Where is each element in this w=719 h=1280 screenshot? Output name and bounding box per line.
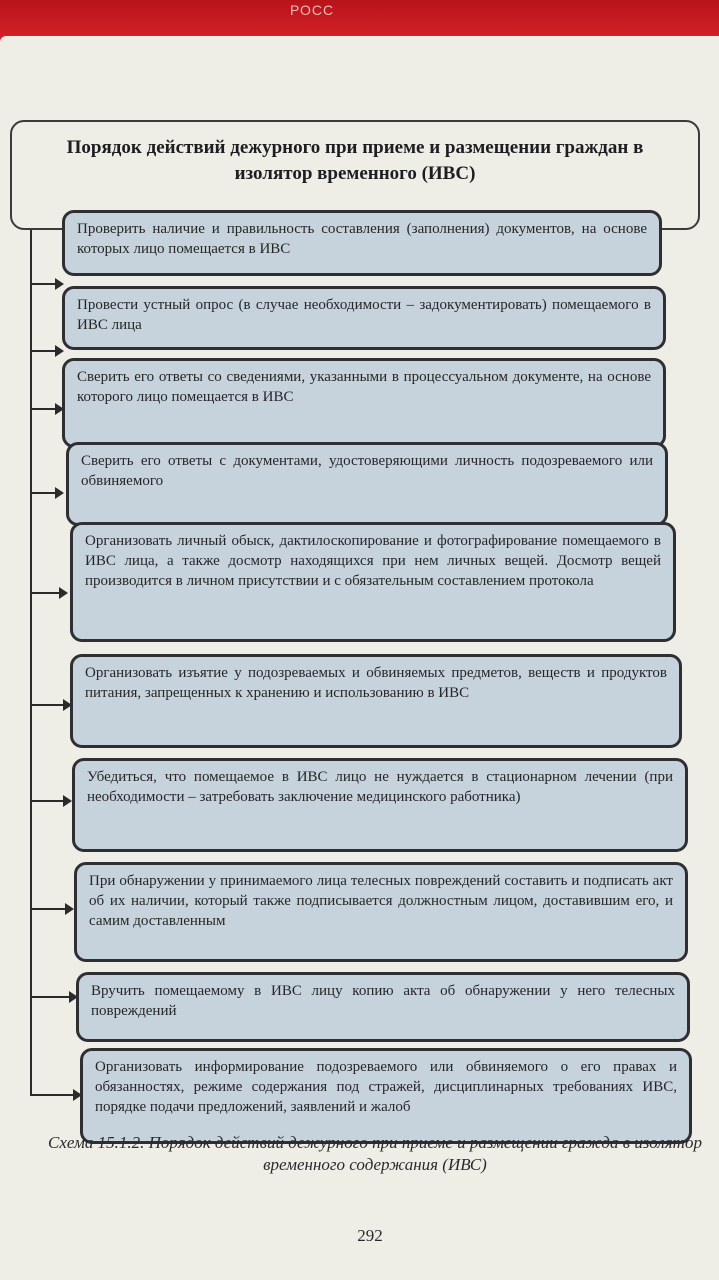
arrow-9 [30,996,76,998]
connector-trunk [30,230,32,1096]
arrow-1 [30,283,62,285]
figure-caption: Схема 15.1.2. Порядок действий дежурного при приеме и размещении гражда в изолятор временного содержания (ИВС) [48,1133,702,1174]
arrow-10 [30,1094,80,1096]
step-text-7: Убедиться, что помещаемое в ИВС лицо не нуждается в стационарном лечении (при необходимости – затребовать заключение медицинского работника) [87,769,673,805]
cover-text: РОСС [290,2,335,18]
step-box-10 [80,1048,692,1144]
step-text-9: Вручить помещаемому в ИВС лицу копию акта об обнаружении у него телесных повреждений [91,983,675,1019]
step-text-1: Проверить наличие и правильность составления (заполнения) документов, на основе которых лицо помещается в ИВС [77,221,647,257]
diagram-title: Порядок действий дежурного при приеме и размещении граждан в изолятор временного (ИВС) [66,137,644,184]
step-text-10: Организовать информирование подозреваемого или обвиняемого о его правах и обязанностях, режиме содержания под стражей, дисциплинарных требованиях ИВС, порядке подачи предложений, заявлений и жалоб [95,1059,677,1115]
arrow-2 [30,350,62,352]
step-box-6 [70,654,682,748]
step-text-8: При обнаружении у принимаемого лица телесных повреждений составить и подписать акт об их наличии, который также подписывается должностным лицом, доставившим его, и самим доставленным [89,873,673,929]
page-number: 292 [357,1226,383,1245]
arrow-8 [30,908,72,910]
step-text-6: Организовать изъятие у подозреваемых и обвиняемых предметов, веществ и продуктов питания, запрещенных к хранению и использованию в ИВС [85,665,667,701]
step-text-3: Сверить его ответы со сведениями, указанными в процессуальном документе, на основе которого лицо помещается в ИВС [77,369,651,405]
step-box-1 [62,210,662,276]
arrow-4 [30,492,62,494]
step-text-2: Провести устный опрос (в случае необходимости – задокументировать) помещаемого в ИВС лица [77,297,651,333]
step-box-3 [62,358,666,448]
arrow-7 [30,800,70,802]
step-text-4: Сверить его ответы с документами, удостоверяющими личность подозреваемого или обвиняемого [81,453,653,489]
arrow-5 [30,592,66,594]
arrow-6 [30,704,70,706]
arrow-3 [30,408,62,410]
step-box-7 [72,758,688,852]
step-box-4 [66,442,668,526]
step-box-5 [70,522,676,642]
step-box-2 [62,286,666,350]
step-text-5: Организовать личный обыск, дактилоскопирование и фотографирование помещаемого в ИВС лица, а также досмотр находящихся при нем личных вещей. Досмотр вещей производится в личном присутствии и с обязательным составлением протокола [85,533,661,589]
step-box-9 [76,972,690,1042]
step-box-8 [74,862,688,962]
